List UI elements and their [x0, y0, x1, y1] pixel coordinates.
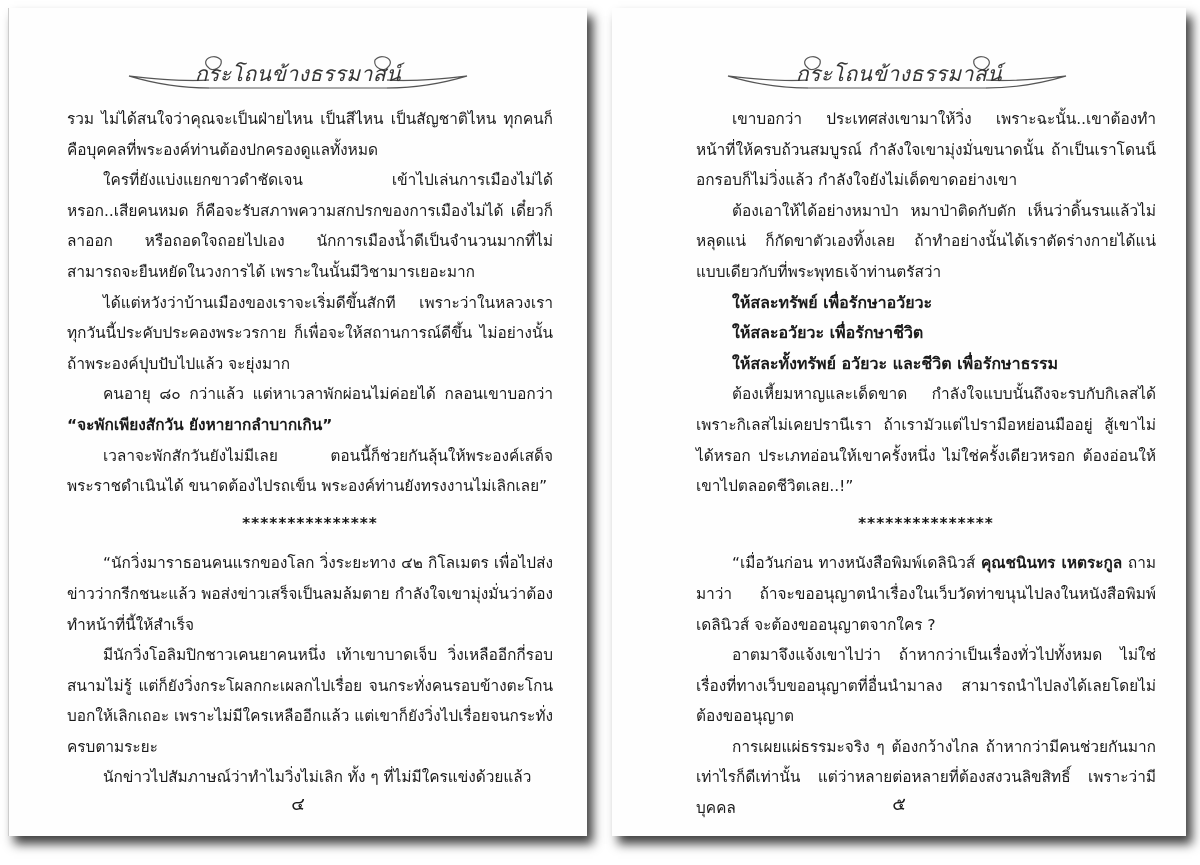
paragraph: ต้องเอาให้ได้อย่างหมาป่า หมาป่าติดกับดัก เห็นว่าดิ้นรนแล้วไม่หลุดแน่ ก็กัดขาตัวเองทิ้งเลย ถ้าทำอย่างนั้นได้เราตัดร่างกายได้แน่ แบบเดียวกับที่พระพุทธเจ้าท่านตรัสว่า	[696, 201, 1156, 281]
page-number: ๔	[291, 794, 305, 815]
paragraph: มีนักวิ่งโอลิมปิกชาวเคนยาคนหนึ่ง เท้าเขาบาดเจ็บ วิ่งเหลืออีกกี่รอบสนามไม่รู้ แต่ก็ยังวิ่งกระโผลกกะเผลกไปเรื่อย จนกระทั่งคนรอบข้างตะโกนบอกให้เลิกเถอะ เพราะไม่มีใครเหลืออีกแล้ว แต่เขาก็ยังวิ่งไปเรื่อยจนกระทั่งครบตามระยะ	[67, 646, 553, 756]
paragraph	[67, 379, 553, 440]
right-page	[612, 8, 1186, 836]
paragraph: ใครที่ยังแบ่งแยกขาวดำชัดเจน เข้าไปเล่นการเมืองไม่ได้หรอก..เสียคนหมด ก็คือจะรับสภาพความสกปรกของการเมืองไม่ได้ เดี๋ยวก็ลาออก หรือถอดใจถอยไปเอง นักการเมืองน้ำดีเป็นจำนวนมากที่ไม่สามารถจะยืนหยัดในวงการได้ เพราะในนั้นมีวิชามารเยอะมาก	[67, 171, 553, 281]
bold-teaching-line: ให้สละทรัพย์ เพื่อรักษาอวัยวะ	[732, 292, 933, 312]
running-header-title: กระโถนข้างธรรมาสน์	[795, 62, 1003, 86]
bold-name: คุณชนินทร เหตระกูล	[980, 554, 1123, 573]
bold-teaching-line: ให้สละทั้งทรัพย์ อวัยวะ และชีวิต เพื่อรักษาธรรม	[732, 353, 1059, 373]
right-body-text	[696, 104, 1156, 824]
right-page-header	[612, 46, 1186, 98]
paragraph: “นักวิ่งมาราธอนคนแรกของโลก วิ่งระยะทาง ๔๒ กิโลเมตร เพื่อไปส่งข่าวว่ากรีกชนะแล้ว พอส่งข่าวเสร็จเป็นลมล้มตาย กำลังใจเขามุ่งมั่นว่าต้องทำหน้าที่นี้ให้สำเร็จ	[67, 554, 553, 634]
paragraph: อาตมาจึงแจ้งเขาไปว่า ถ้าหากว่าเป็นเรื่องทั่วไปทั้งหมด ไม่ใช่เรื่องที่ทางเว็บขออนุญาตที่อื่นนำมาลง สามารถนำไปลงได้เลยโดยไม่ต้องขออนุญาต	[696, 646, 1156, 726]
bold-teaching-line: ให้สละอวัยวะ เพื่อรักษาชีวิต	[732, 323, 924, 343]
paragraph: ได้แต่หวังว่าบ้านเมืองของเราจะเริ่มดีขึ้นสักที เพราะว่าในหลวงเราทุกวันนี้ประคับประคองพระวรกาย ก็เพื่อจะให้สถานการณ์ดีขึ้น ไม่อย่างนั้นถ้าพระองค์ปุบปับไปแล้ว จะยุ่งมาก	[67, 293, 553, 373]
section-separator: ***************	[858, 513, 994, 532]
paragraph: การเผยแผ่ธรรมะจริง ๆ ต้องกว้างไกล ถ้าหากว่ามีคนช่วยกันมากเท่าไรก็ดีเท่านั้น แต่ว่าหลายต่อหลายที่ต้องสงวนลิขสิทธิ์ เพราะว่ามีบุคคล	[696, 737, 1156, 818]
running-header-title: กระโถนข้างธรรมาสน์	[194, 62, 402, 86]
paragraph: เวลาจะพักสักวันยังไม่มีเลย ตอนนี้ก็ช่วยกันลุ้นให้พระองค์เสด็จพระราชดำเนินได้ ขนาดต้องไปรถเข็น พระองค์ท่านยังทรงงานไม่เลิกเลย”	[67, 446, 553, 496]
left-page-header	[9, 46, 587, 98]
paragraph-text: “เมื่อวันก่อน ทางหนังสือพิมพ์เดลินิวส์	[732, 554, 981, 573]
paragraph	[696, 548, 1156, 640]
paragraph-text: ถามมาว่า ถ้าจะขออนุญาตนำเรื่องในเว็บวัดท่าขนุนไปลงในหนังสือพิมพ์เดลินิวส์ จะต้องขออนุญาตจากใคร ?	[696, 554, 1157, 634]
section-separator: ***************	[242, 513, 378, 532]
paragraph: นักข่าวไปสัมภาษณ์ว่าทำไมวิ่งไม่เลิก ทั้ง ๆ ที่ไม่มีใครแข่งด้วยแล้ว	[103, 768, 532, 787]
paragraph: ต้องเหี้ยมหาญและเด็ดขาด กำลังใจแบบนั้นถึงจะรบกับกิเลสได้ เพราะกิเลสไม่เคยปรานีเรา ถ้าเรามัวแต่ไปรามือหย่อนมืออยู่ สู้เขาไม่ได้หรอก ประเภทอ่อนให้เขาครั้งหนึ่ง ไม่ใช่ครั้งเดียวหรอก ต้องอ่อนให้เขาไปตลอดชีวิตเลย..!”	[696, 385, 1156, 496]
bold-quote: “จะพักเพียงสักวัน ยังหายากลำบากเกิน”	[67, 415, 333, 434]
paragraph: รวม ไม่ได้สนใจว่าคุณจะเป็นฝ่ายไหน เป็นสีไหน เป็นสัญชาติไหน ทุกคนก็คือบุคคลที่พระองค์ท่านต้องปกครองดูแลทั้งหมด	[67, 110, 553, 159]
page-number: ๕	[892, 794, 906, 815]
paragraph: เขาบอกว่า ประเทศส่งเขามาให้วิ่ง เพราะฉะนั้น..เขาต้องทำหน้าที่ให้ครบถ้วนสมบูรณ์ กำลังใจเขามุ่งมั่นขนาดนั้น ถ้าเป็นเราโดนน็อกรอบก็ไม่วิ่งแล้ว กำลังใจยังไม่เด็ดขาดอย่างเขา	[696, 110, 1156, 190]
paragraph-text: คนอายุ ๘๐ กว่าแล้ว แต่หาเวลาพักผ่อนไม่ค่อยได้ กลอนเขาบอกว่า	[103, 385, 553, 404]
left-body-text	[67, 104, 553, 793]
left-page	[8, 8, 587, 836]
